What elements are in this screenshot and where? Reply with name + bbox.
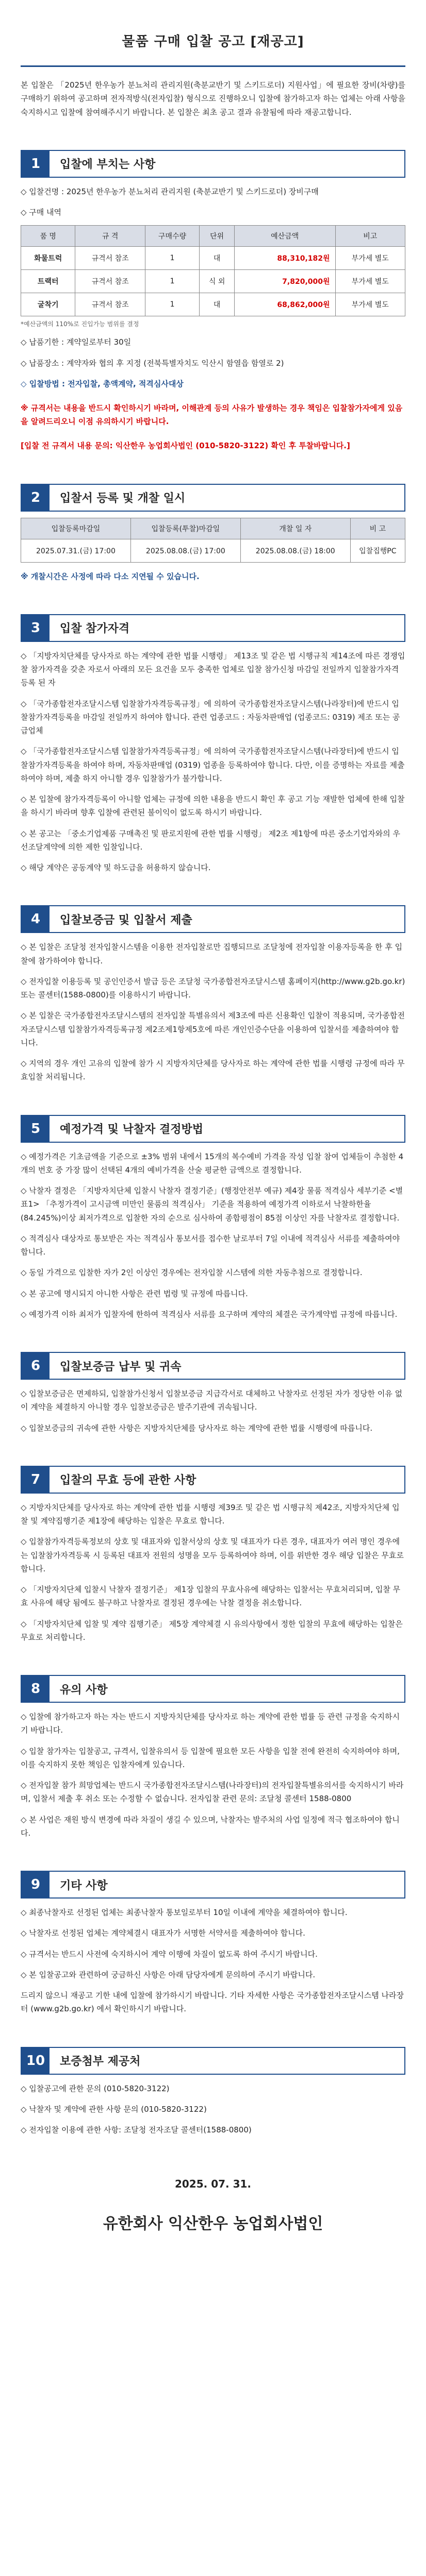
table-cell: 굴착기	[21, 293, 75, 316]
table-cell: 88,310,182원	[234, 247, 335, 270]
col-header: 입찰등록마감일	[21, 518, 131, 539]
price-item: ◇ 예정가격 이하 최저가 입찰자에 한하여 적격심사 서류를 요구하며 계약의 체결은 국가계약법 규정에 따릅니다.	[21, 1309, 398, 1319]
section-header	[21, 1115, 405, 1143]
submission-item: ◇ 전자입찰 이용등록 및 공인인증서 발급 등은 조달청 국가종합전자조달시스템 홈페이지(http://www.g2b.go.kr) 또는 콜센터(1588-0800)를 이용하시기 바랍니다.	[21, 976, 405, 999]
invalid-item: ◇ 지방자치단체를 당사자로 하는 계약에 관한 법률 시행령 제39조 및 같은 법 시행규칙 제42조, 지방자치단체 입찰 및 계약집행기준 제1장에 해당하는 입찰은 무효로 합니다.	[21, 1502, 400, 1526]
other-item: ◇ 규격서는 반드시 사전에 숙지하시어 계약 이행에 차질이 없도록 하여 주시기 바랍니다.	[21, 1949, 318, 1959]
price-item: ◇ 낙찰자 결정은 「지방자치단체 입찰시 낙찰자 결정기준」(행정안전부 예규) 제4장 물품 적격심사 세부기준 <별표1> 「추정가격이 고시금액 미만인 물품의 적격심사」 기준을 적용하여 예정가격 이하로서 낙찰하한율(84.245%)이상 최저가격으로 입찰한 자의 순으로 심사하여 종합평점이 85점 이상인 자를 낙찰자로 결정합니다.	[21, 1186, 403, 1223]
section-header	[21, 1871, 405, 1899]
submission-item: ◇ 본 입찰은 조달청 전자입찰시스템을 이용한 전자입찰로만 집행되므로 조달청에 전자입찰 이용자등록을 한 후 입찰에 참가하여야 합니다.	[21, 942, 403, 965]
deposit-item: ◇ 입찰보증금은 면제하되, 입찰참가신청서 입찰보증금 지급각서로 대체하고 낙찰자로 선정된 자가 정당한 이유 없이 계약을 체결하지 아니할 경우 입찰보증금은 발주기관에 귀속됩니다.	[21, 1389, 403, 1412]
table-cell: 입찰집행PC	[350, 539, 405, 562]
section-3	[21, 614, 405, 875]
section-number: 2	[22, 485, 50, 511]
qualification-item: ◇ 본 공고는 「중소기업제품 구매촉진 및 판로지원에 관한 법률 시행령」 제2조 제1항에 따른 중소기업자와의 우선조달계약에 의한 제한 입찰입니다.	[21, 828, 400, 852]
caution-item: ◇ 본 사업은 재원 방식 변경에 따라 차질이 생길 수 있으며, 낙찰자는 발주처의 사업 일정에 적극 협조하여야 합니다.	[21, 1815, 400, 1838]
section-6	[21, 1352, 405, 1435]
invalid-item: ◇ 「지방자치단체 입찰시 낙찰자 결정기준」 제1장 입찰의 무효사유에 해당하는 입찰서는 무효처리되며, 입찰 무효 사유에 해당 됨에도 불구하고 낙찰자로 결정된 경우에는 낙찰 결정을 취소합니다.	[21, 1585, 401, 1608]
table-cell: 트랙터	[21, 270, 75, 293]
section-1	[21, 150, 405, 453]
table-cell: 부가세 별도	[335, 293, 405, 316]
section-7	[21, 1466, 405, 1644]
issuer-name: 유한회사 익산한우 농업회사법인	[103, 2215, 323, 2233]
col-header: 입찰등록(투찰)마감일	[130, 518, 240, 539]
submission-item: ◇ 지역의 경우 개인 고유의 입찰에 참가 시 지방자치단체를 당사자로 하는 계약에 관한 법률 시행령 규정에 따라 무효입찰 처리됩니다.	[21, 1059, 405, 1082]
section-title: 예정가격 및 낙찰자 결정방법	[60, 1123, 204, 1136]
table-cell: 1	[145, 247, 199, 270]
section-title: 유의 사항	[60, 1683, 108, 1697]
table-cell: 2025.08.08.(금) 18:00	[240, 539, 350, 562]
table-cell: 1	[145, 293, 199, 316]
schedule-note: ※ 개찰시간은 사정에 따라 다소 지연될 수 있습니다.	[21, 571, 200, 581]
section-title: 보증첨부 제공처	[60, 2055, 141, 2068]
table-cell: 식 외	[200, 270, 235, 293]
table-cell: 부가세 별도	[335, 270, 405, 293]
caution-item: ◇ 입찰에 참가하고자 하는 자는 반드시 지방자치단체를 당사자로 하는 계약에 관한 법률 등 관련 규정을 숙지하시기 바랍니다.	[21, 1712, 400, 1735]
table-row	[21, 539, 405, 562]
bid-method: ◇ 입찰방법 : 전자입찰, 총액계약, 적격심사대상	[21, 379, 184, 388]
bid-name: ◇ 입찰건명 : 2025년 한우농가 분뇨처리 관리지원 (축분교반기 및 스키드로더) 장비구매	[21, 187, 319, 196]
qualification-item: ◇ 해당 계약은 공동계약 및 하도급을 허용하지 않습니다.	[21, 863, 211, 872]
section-title: 기타 사항	[60, 1879, 108, 1892]
table-note: *예산금액의 110%로 진입가능 범위를 결정	[21, 320, 139, 328]
purchase-table	[21, 225, 405, 316]
section-8	[21, 1675, 405, 1840]
section-title: 입찰서 등록 및 개찰 일시	[60, 492, 186, 505]
section-number: 1	[22, 151, 50, 177]
section-number: 8	[22, 1676, 50, 1702]
col-header: 비고	[335, 226, 405, 247]
section-header	[21, 1466, 405, 1494]
table-cell: 2025.08.08.(금) 17:00	[130, 539, 240, 562]
invalid-item: ◇ 「지방자치단체 입찰 및 계약 집행기준」 제5장 계약체결 시 유의사항에서 정한 입찰의 무효에 해당하는 입찰은 무효로 처리합니다.	[21, 1619, 403, 1642]
purchase-list-label: ◇ 구매 내역	[21, 208, 62, 217]
qualification-item: ◇ 「지방자치단체를 당사자로 하는 계약에 관한 법률 시행령」 제13조 및 같은 법 시행규칙 제14조에 따른 경쟁입찰 참가자격을 갖춘 자로서 아래의 모든 요건을 모두 충족한 업체로 입찰 참가신청 마감일 전일까지 입찰참가자격 등록 된 자	[21, 651, 405, 688]
invalid-item: ◇ 입찰참가자격등록정보의 상호 및 대표자와 입찰서상의 상호 및 대표자가 다른 경우, 대표자가 여러 명인 경우에는 입찰참가자격등록 시 등록된 대표자 전원의 성명을 모두 등록하여야 하며, 이를 위반한 경우 해당 입찰은 무효로 합니다.	[21, 1537, 404, 1573]
contact-item: ◇ 입찰공고에 관한 문의 (010-5820-3122)	[21, 2083, 170, 2093]
section-header	[21, 2047, 405, 2075]
section-number: 6	[22, 1353, 50, 1379]
section-number: 3	[22, 615, 50, 641]
other-tail: 드리지 않으니 재공고 기한 내에 입찰에 참가하시기 바랍니다. 기타 자세한 사항은 국가종합전자조달시스템 나라장터 (www.g2b.go.kr) 에서 확인하시기 바랍니다.	[21, 1991, 404, 2014]
section-title: 입찰의 무효 등에 관한 사항	[60, 1474, 196, 1487]
col-header: 단위	[200, 226, 235, 247]
qualification-item: ◇ 본 입찰에 참가자격등록이 아니할 업체는 규정에 의한 내용을 반드시 확인 후 공고 기능 재발한 업체에 한해 입찰을 하시기 바라며 향후 입찰에 관련된 불이익이 없도록 하시기 바랍니다.	[21, 794, 405, 818]
table-cell: 1	[145, 270, 199, 293]
table-cell: 화물트럭	[21, 247, 75, 270]
delivery-place: ◇ 납품장소 : 계약자와 협의 후 지정 (전북특별자치도 익산시 함열읍 함열로 2)	[21, 358, 284, 368]
col-header: 구매수량	[145, 226, 199, 247]
table-cell: 규격서 참조	[75, 270, 145, 293]
col-header: 규 격	[75, 226, 145, 247]
table-row	[21, 247, 405, 270]
section-title: 입찰 참가자격	[60, 622, 130, 636]
section-number: 10	[22, 2048, 50, 2074]
table-cell: 규격서 참조	[75, 247, 145, 270]
table-cell: 7,820,000원	[234, 270, 335, 293]
schedule-table	[21, 518, 405, 563]
table-row	[21, 270, 405, 293]
other-item: ◇ 최종낙찰자로 선정된 업체는 최종낙찰자 통보일로부터 10일 이내에 계약을 체결하여야 합니다.	[21, 1908, 348, 1917]
deposit-item: ◇ 입찰보증금의 귀속에 관한 사항은 지방자치단체를 당사자로 하는 계약에 관한 법률 시행령에 따릅니다.	[21, 1423, 373, 1433]
caution-item: ◇ 전자입찰 참가 희망업체는 반드시 국가종합전자조달시스템(나라장터)의 전자입찰특별유의서를 숙지하시기 바라며, 입찰서 제출 후 취소 또는 수정할 수 없습니다. 전자입찰 관련 문의: 조달청 콜센터 1588-0800	[21, 1781, 404, 1804]
table-cell: 부가세 별도	[335, 247, 405, 270]
price-item: ◇ 적격심사 대상자로 통보받은 자는 적격심사 통보서를 접수한 날로부터 7일 이내에 적격심사 서류를 제출하여야 합니다.	[21, 1233, 400, 1257]
col-header: 비 고	[350, 518, 405, 539]
other-item: ◇ 본 입찰공고와 관련하여 궁금하신 사항은 아래 담당자에게 문의하여 주시기 바랍니다.	[21, 1970, 316, 1979]
qualification-item: ◇ 「국가종합전자조달시스템 입찰참가자격등록규정」에 의하여 국가종합전자조달시스템(나라장터)에 반드시 입찰참가자격등록을 마감일 전일까지 하여야 합니다. 관련 업종코드 : 자동차판매업 (업종코드: 0319) 제조 또는 공급업체	[21, 699, 400, 735]
contact-item: ◇ 전자입찰 이용에 관한 사항: 조달청 전자조달 콜센터(1588-0800)	[21, 2125, 252, 2134]
submission-item: ◇ 본 입찰은 국가종합전자조달시스템의 전자입찰 특별유의서 제3조에 따른 신용확인 입찰이 적용되며, 국가종합전자조달시스템 입찰참가자격등록규정 제2조제1항제5호에 따른 개인인증수단을 이용하여 입찰서를 제출하여야 합니다.	[21, 1011, 405, 1047]
section-header	[21, 1675, 405, 1703]
price-item: ◇ 본 공고에 명시되지 아니한 사항은 관련 법령 및 규정에 따릅니다.	[21, 1289, 248, 1298]
table-cell: 규격서 참조	[75, 293, 145, 316]
spec-warning: ※ 규격서는 내용을 반드시 확인하시기 바라며, 이해관계 등의 사유가 발생하는 경우 책임은 입찰참가자에게 있음을 알려드리오니 이점 유의하시기 바랍니다.	[21, 403, 403, 426]
section-header	[21, 905, 405, 933]
col-header: 품 명	[21, 226, 75, 247]
section-header	[21, 484, 405, 512]
qualification-item: ◇ 「국가종합전자조달시스템 입찰참가자격등록규정」에 의하여 국가종합전자조달시스템(나라장터)에 반드시 입찰참가자격등록을 하여야 하며, 자동차판매업 (0319) 업종을 등록하여야 합니다. 다만, 이를 증명하는 자료를 제출 하여야 하며, 제출 하지 아니할 경우 입찰참가가 불가합니다.	[21, 747, 405, 783]
section-title: 입찰보증금 및 입찰서 제출	[60, 913, 192, 927]
table-cell: 68,862,000원	[234, 293, 335, 316]
table-cell: 2025.07.31.(금) 17:00	[21, 539, 131, 562]
section-header	[21, 150, 405, 178]
section-title: 입찰에 부치는 사항	[60, 158, 156, 172]
caution-item: ◇ 입찰 참가자는 입찰공고, 규격서, 입찰유의서 등 입찰에 필요한 모든 사항을 입찰 전에 완전히 숙지하여야 하며, 이를 숙지하지 못한 책임은 입찰자에게 있습니다.	[21, 1746, 400, 1769]
col-header: 예산금액	[234, 226, 335, 247]
other-item: ◇ 낙찰자로 선정된 업체는 계약체결시 대표자가 서명한 서약서를 제출하여야 합니다.	[21, 1928, 305, 1938]
spec-inquiry: [입찰 전 규격서 내용 문의: 익산한우 농업회사법인 (010-5820-3122) 확인 후 투찰바랍니다.]	[21, 441, 350, 450]
section-number: 4	[22, 906, 50, 932]
section-title: 입찰보증금 납부 및 귀속	[60, 1360, 182, 1374]
section-number: 7	[22, 1467, 50, 1493]
section-5	[21, 1115, 405, 1321]
notice-date: 2025. 07. 31.	[174, 2178, 252, 2191]
section-2	[21, 484, 405, 583]
intro-paragraph: 본 입찰은 「2025년 한우농가 분뇨처리 관리지원(축분교반기 및 스키드로더) 지원사업」에 필요한 장비(차량)를 구매하기 위하여 공고하며 전자적방식(전자입찰) 형식으로 진행하오니 입찰에 참가하고자 하는 업체는 아래 사항을 숙지하시고 입찰에 참여해주시기 바랍니다. 본 입찰은 최초 공고 결과 유찰됨에 따라 재공고합니다.	[21, 80, 405, 117]
section-number: 9	[22, 1872, 50, 1897]
section-4	[21, 905, 405, 1083]
section-10	[21, 2047, 405, 2137]
price-item: ◇ 동일 가격으로 입찰한 자가 2인 이상인 경우에는 전자입찰 시스템에 의한 자동추첨으로 결정합니다.	[21, 1268, 363, 1278]
section-number: 5	[22, 1116, 50, 1142]
table-row	[21, 293, 405, 316]
page-title: 물품 구매 입찰 공고 [재공고]	[122, 34, 304, 49]
table-cell: 대	[200, 247, 235, 270]
delivery-deadline: ◇ 납품기한 : 계약일로부터 30일	[21, 337, 132, 347]
section-header	[21, 1352, 405, 1380]
table-cell: 대	[200, 293, 235, 316]
price-item: ◇ 예정가격은 기초금액을 기준으로 ±3% 범위 내에서 15개의 복수예비 가격을 작성 입찰 참여 업체들이 추첨한 4개의 번호 중 가장 많이 선택된 4개의 예비가격을 산술 평균한 금액으로 결정합니다.	[21, 1151, 404, 1175]
section-9	[21, 1871, 405, 2016]
section-header	[21, 614, 405, 642]
contact-item: ◇ 낙찰자 및 계약에 관한 사항 문의 (010-5820-3122)	[21, 2104, 207, 2114]
col-header: 개찰 일 자	[240, 518, 350, 539]
title-divider	[21, 65, 405, 67]
